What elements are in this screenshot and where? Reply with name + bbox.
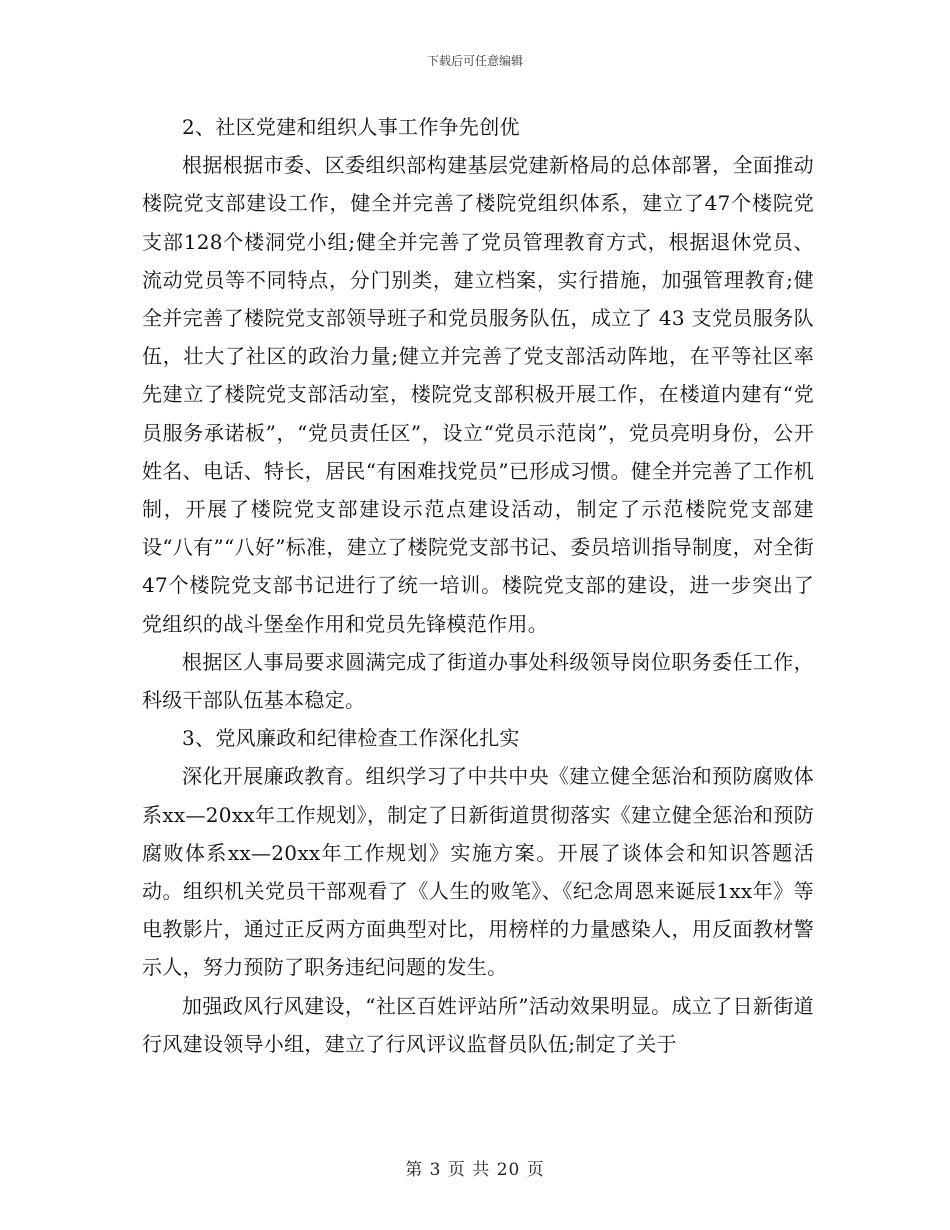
page-header: 下载后可任意编辑 — [426, 54, 523, 68]
section-heading: 3、党风廉政和纪律检查工作深化扎实 — [182, 726, 520, 751]
body-paragraph: 深化开展廉政教育。组织学习了中共中央《建立健全惩治和预防腐败体系xx—20xx年工作规划》，制定了日新街道贯彻落实《建立健全惩治和预防腐败体系xx—20xx年工作规划》实施方案。开展了谈体会和知识答题活动。组织机关党员干部观看了《人生的败笔》、《纪念周恩来诞辰1xx年》等电教影片，通过正反两方面典型对比，用榜样的力量感染人，用反面教材警示人，努力预防了职务违纪问题的发生。 — [142, 764, 814, 980]
document-body — [142, 108, 814, 1063]
body-paragraph: 根据区人事局要求圆满完成了街道办事处科级领导岗位职务委任工作，科级干部队伍基本稳定。 — [142, 649, 814, 713]
page-footer: 第 3 页 共 20 页 — [405, 1160, 545, 1180]
section-heading: 2、社区党建和组织人事工作争先创优 — [182, 115, 520, 139]
body-paragraph: 根据根据市委、区委组织部构建基层党建新格局的总体部署，全面推动楼院党支部建设工作，健全并完善了楼院党组织体系，建立了47个楼院党支部128个楼洞党小组;健全并完善了党员管理教育方式，根据退休党员、流动党员等不同特点，分门别类，建立档案，实行措施，加强管理教育;健全并完善了楼院党支部领导班子和党员服务队伍，成立了 43 支党员服务队伍，壮大了社区的政治力量;健立并完善了党支部活动阵地，在平等社区率先建立了楼院党支部活动室，楼院党支部积极开展工作，在楼道内建有“党员服务承诺板”，“党员责任区”，设立“党员示范岗”，党员亮明身份，公开姓名、电话、特长，居民“有困难找党员”已形成习惯。健全并完善了工作机制，开展了楼院党支部建设示范点建设活动，制定了示范楼院党支部建设“八有”“八好”标准，建立了楼院党支部书记、委员培训指导制度，对全街47个楼院党支部书记进行了统一培训。楼院党支部的建设，进一步突出了党组织的战斗堡垒作用和党员先锋模范作用。 — [142, 153, 814, 636]
body-paragraph: 加强政风行风建设，“社区百姓评站所”活动效果明显。成立了日新街道行风建设领导小组，建立了行风评议监督员队伍;制定了关于 — [142, 993, 814, 1056]
